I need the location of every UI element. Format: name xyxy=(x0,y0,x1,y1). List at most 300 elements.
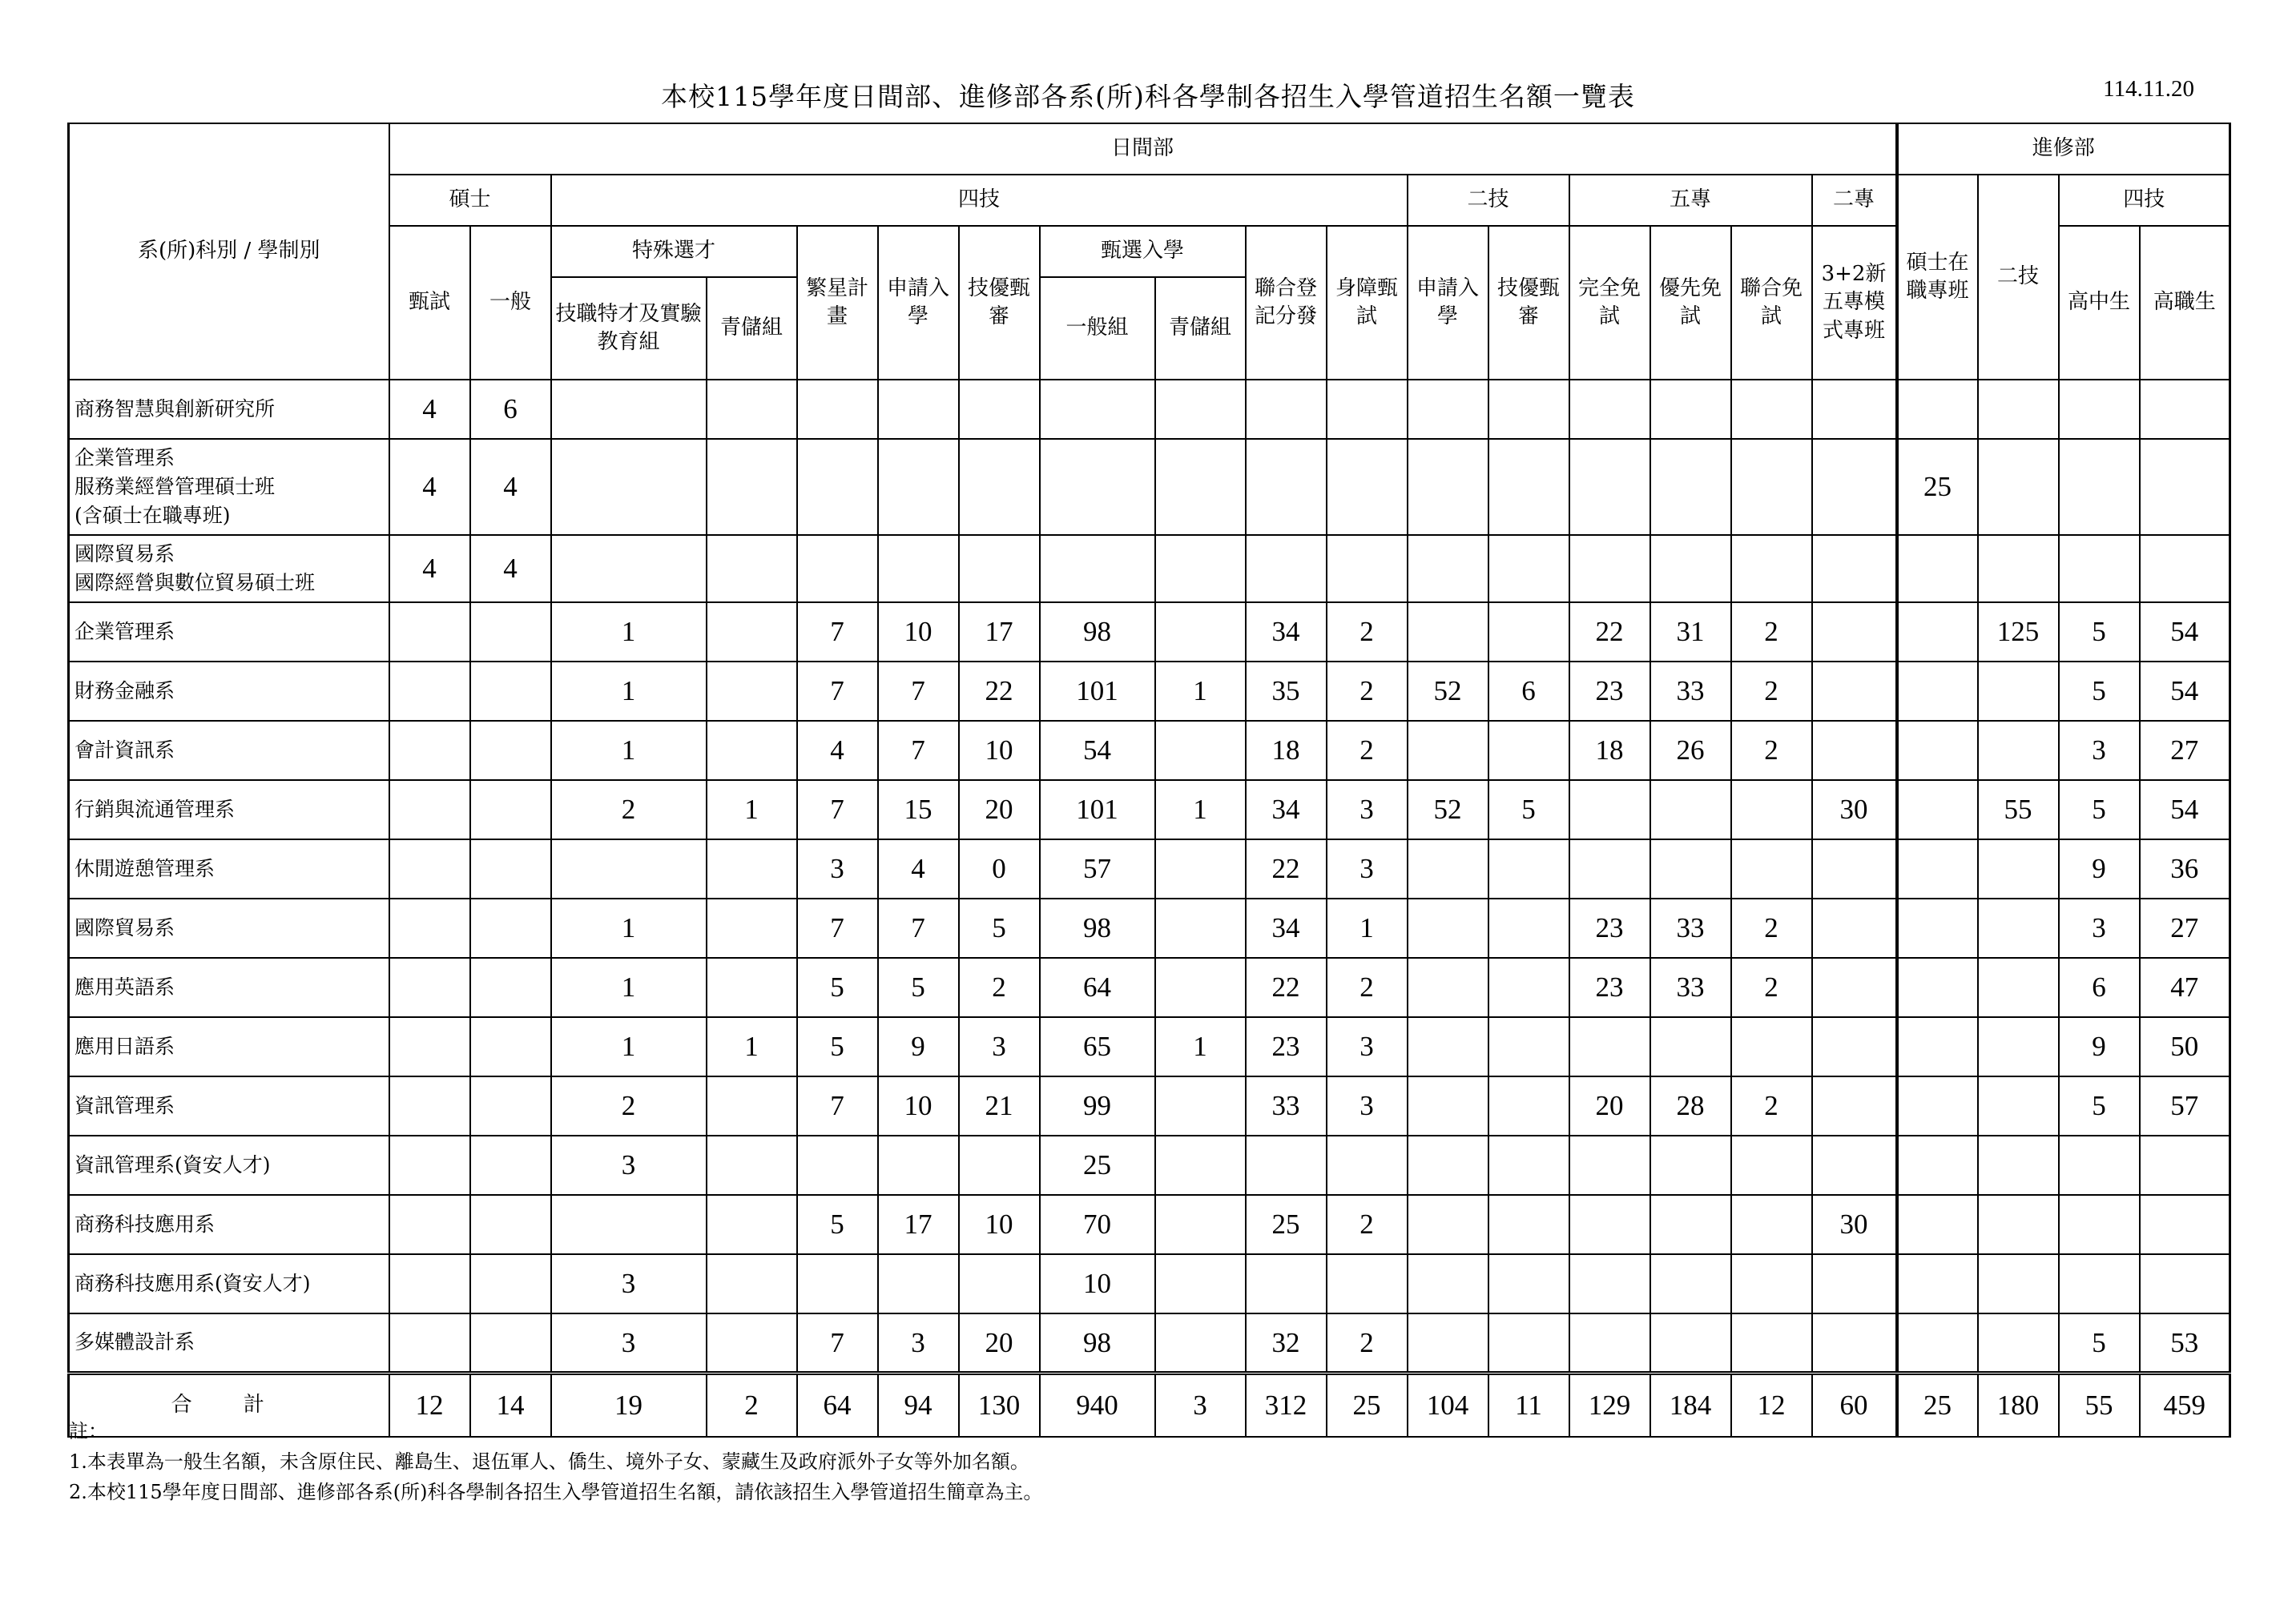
quota-cell: 4 xyxy=(797,721,878,780)
quota-cell xyxy=(1897,1076,1978,1136)
quota-cell: 98 xyxy=(1040,602,1155,662)
quota-cell xyxy=(2059,439,2140,535)
special-selection-header: 特殊選才 xyxy=(551,226,797,277)
quota-cell: 7 xyxy=(878,662,959,721)
quota-cell xyxy=(551,1195,707,1254)
quota-cell xyxy=(1408,380,1488,439)
two-tech-header: 二技 xyxy=(1408,175,1569,226)
total-cell: 312 xyxy=(1246,1373,1327,1437)
quota-cell xyxy=(1812,1136,1897,1195)
quota-cell xyxy=(1408,439,1488,535)
total-cell: 25 xyxy=(1327,1373,1408,1437)
quota-cell xyxy=(1650,439,1731,535)
quota-cell xyxy=(959,1254,1040,1313)
quota-cell xyxy=(1408,958,1488,1017)
quota-cell: 7 xyxy=(797,780,878,839)
quota-cell: 5 xyxy=(797,1195,878,1254)
department-name xyxy=(69,958,389,1017)
quota-cell: 101 xyxy=(1040,780,1155,839)
two-year-new-header: 3+2新五專模式專班 xyxy=(1812,226,1897,380)
selection-general-header: 一般組 xyxy=(1040,277,1155,380)
quota-cell: 1 xyxy=(707,1017,797,1076)
quota-cell xyxy=(1812,380,1897,439)
department-name-line: 應用英語系 xyxy=(75,975,175,999)
quota-cell: 1 xyxy=(551,899,707,958)
quota-cell: 23 xyxy=(1569,899,1650,958)
quota-cell xyxy=(2140,1195,2230,1254)
quota-cell xyxy=(707,958,797,1017)
quota-cell xyxy=(1897,899,1978,958)
quota-cell: 54 xyxy=(2140,602,2230,662)
quota-cell xyxy=(1897,1254,1978,1313)
department-name-line: 國際經營與數位貿易碩士班 xyxy=(75,571,316,594)
quota-cell xyxy=(1897,380,1978,439)
quota-cell: 57 xyxy=(2140,1076,2230,1136)
table-row xyxy=(69,662,2230,721)
quota-cell xyxy=(959,1136,1040,1195)
quota-cell xyxy=(1978,839,2059,899)
quota-cell xyxy=(1978,1017,2059,1076)
total-cell: 19 xyxy=(551,1373,707,1437)
quota-cell xyxy=(389,839,470,899)
quota-cell xyxy=(1327,535,1408,602)
quota-cell xyxy=(470,1313,551,1373)
quota-cell: 23 xyxy=(1246,1017,1327,1076)
quota-cell xyxy=(1569,535,1650,602)
quota-cell xyxy=(1897,721,1978,780)
quota-cell: 3 xyxy=(959,1017,1040,1076)
total-cell: 25 xyxy=(1897,1373,1978,1437)
quota-cell xyxy=(389,662,470,721)
selection-header: 甄選入學 xyxy=(1040,226,1246,277)
quota-cell xyxy=(878,1254,959,1313)
quota-cell: 1 xyxy=(1155,1017,1246,1076)
quota-cell: 33 xyxy=(1650,958,1731,1017)
quota-cell xyxy=(1488,1017,1569,1076)
merit-header: 技優甄審 xyxy=(959,226,1040,380)
joint-registration-header: 聯合登記分發 xyxy=(1246,226,1327,380)
quota-cell xyxy=(1897,1017,1978,1076)
quota-cell xyxy=(1812,958,1897,1017)
quota-cell xyxy=(959,535,1040,602)
quota-cell xyxy=(1155,958,1246,1017)
quota-cell xyxy=(797,1254,878,1313)
quota-cell xyxy=(1488,839,1569,899)
quota-cell xyxy=(1155,439,1246,535)
quota-cell xyxy=(1897,958,1978,1017)
quota-cell: 52 xyxy=(1408,662,1488,721)
department-name xyxy=(69,1076,389,1136)
quota-cell: 17 xyxy=(878,1195,959,1254)
quota-cell: 2 xyxy=(1327,1195,1408,1254)
department-name-line: 休閒遊憩管理系 xyxy=(75,856,216,880)
quota-cell: 9 xyxy=(878,1017,959,1076)
quota-cell xyxy=(1812,899,1897,958)
department-name xyxy=(69,535,389,602)
quota-cell xyxy=(1155,839,1246,899)
quota-cell: 1 xyxy=(707,780,797,839)
quota-cell xyxy=(1812,535,1897,602)
two-tech-merit-header: 技優甄審 xyxy=(1488,226,1569,380)
department-name xyxy=(69,1254,389,1313)
night-four-tech-header: 四技 xyxy=(2059,175,2230,226)
quota-cell: 2 xyxy=(1327,958,1408,1017)
quota-cell: 2 xyxy=(1731,721,1812,780)
quota-cell: 22 xyxy=(1569,602,1650,662)
quota-cell: 2 xyxy=(551,1076,707,1136)
quota-cell xyxy=(551,535,707,602)
quota-cell: 55 xyxy=(1978,780,2059,839)
quota-cell xyxy=(470,1195,551,1254)
total-cell: 64 xyxy=(797,1373,878,1437)
quota-cell xyxy=(551,380,707,439)
quota-cell: 2 xyxy=(1327,721,1408,780)
quota-cell xyxy=(1731,1136,1812,1195)
total-cell: 184 xyxy=(1650,1373,1731,1437)
master-exam-header: 甄試 xyxy=(389,226,470,380)
quota-cell: 47 xyxy=(2140,958,2230,1017)
quota-cell xyxy=(389,1136,470,1195)
total-cell: 180 xyxy=(1978,1373,2059,1437)
quota-cell xyxy=(1488,1195,1569,1254)
special-youth-header: 青儲組 xyxy=(707,277,797,380)
quota-cell: 34 xyxy=(1246,780,1327,839)
quota-cell xyxy=(707,439,797,535)
quota-cell: 7 xyxy=(797,662,878,721)
quota-cell xyxy=(1650,1254,1731,1313)
quota-cell xyxy=(1488,1254,1569,1313)
quota-cell xyxy=(1488,602,1569,662)
quota-cell xyxy=(2059,1136,2140,1195)
quota-cell: 5 xyxy=(797,958,878,1017)
quota-cell xyxy=(551,439,707,535)
department-name-line: 財務金融系 xyxy=(75,678,175,702)
quota-cell xyxy=(1650,380,1731,439)
quota-cell xyxy=(1978,380,2059,439)
quota-cell xyxy=(2059,535,2140,602)
table-row xyxy=(69,721,2230,780)
table-row xyxy=(69,1313,2230,1373)
quota-cell xyxy=(1327,380,1408,439)
quota-cell xyxy=(470,780,551,839)
quota-cell: 57 xyxy=(1040,839,1155,899)
quota-cell: 23 xyxy=(1569,662,1650,721)
quota-cell: 7 xyxy=(878,899,959,958)
four-tech-header: 四技 xyxy=(551,175,1408,226)
department-name-line: 企業管理系 xyxy=(75,619,175,643)
quota-cell xyxy=(1155,1313,1246,1373)
quota-cell: 28 xyxy=(1650,1076,1731,1136)
quota-cell xyxy=(2059,1254,2140,1313)
department-name xyxy=(69,1313,389,1373)
quota-cell: 98 xyxy=(1040,899,1155,958)
quota-cell: 6 xyxy=(2059,958,2140,1017)
quota-cell: 10 xyxy=(1040,1254,1155,1313)
quota-cell xyxy=(1978,958,2059,1017)
quota-cell xyxy=(1731,839,1812,899)
quota-cell xyxy=(1488,899,1569,958)
quota-cell: 9 xyxy=(2059,839,2140,899)
quota-cell xyxy=(1731,1313,1812,1373)
quota-cell: 33 xyxy=(1650,662,1731,721)
quota-cell xyxy=(1246,1254,1327,1313)
quota-cell xyxy=(878,380,959,439)
quota-cell xyxy=(1569,439,1650,535)
quota-cell xyxy=(470,839,551,899)
total-cell: 104 xyxy=(1408,1373,1488,1437)
department-name-line: 行銷與流通管理系 xyxy=(75,797,236,821)
day-division-header: 日間部 xyxy=(389,123,1897,175)
note-line: 1.本表單為一般生名額，未含原住民、離島生、退伍軍人、僑生、境外子女、蒙藏生及政府派外子女等外加名額。 xyxy=(69,1450,1029,1473)
quota-cell xyxy=(1327,439,1408,535)
quota-cell: 101 xyxy=(1040,662,1155,721)
quota-cell xyxy=(1408,1313,1488,1373)
quota-cell xyxy=(1040,380,1155,439)
quota-cell xyxy=(797,535,878,602)
quota-cell xyxy=(1488,721,1569,780)
quota-cell: 3 xyxy=(2059,899,2140,958)
quota-cell: 35 xyxy=(1246,662,1327,721)
star-plan-header: 繁星計畫 xyxy=(797,226,878,380)
quota-cell xyxy=(470,1076,551,1136)
notes xyxy=(69,1416,1042,1507)
department-name-line: (含碩士在職專班) xyxy=(75,504,231,528)
quota-cell xyxy=(1327,1254,1408,1313)
quota-cell xyxy=(1488,1313,1569,1373)
quota-cell: 1 xyxy=(551,958,707,1017)
quota-cell: 53 xyxy=(2140,1313,2230,1373)
quota-cell: 10 xyxy=(959,1195,1040,1254)
quota-cell xyxy=(1731,780,1812,839)
quota-cell: 6 xyxy=(1488,662,1569,721)
quota-cell xyxy=(1569,1313,1650,1373)
total-cell: 12 xyxy=(389,1373,470,1437)
quota-cell: 54 xyxy=(1040,721,1155,780)
quota-cell: 54 xyxy=(2140,780,2230,839)
selection-youth-header: 青儲組 xyxy=(1155,277,1246,380)
quota-cell: 98 xyxy=(1040,1313,1155,1373)
quota-cell xyxy=(1408,721,1488,780)
quota-cell: 1 xyxy=(551,602,707,662)
apply-header: 申請入學 xyxy=(878,226,959,380)
quota-table xyxy=(67,123,2231,1438)
quota-cell: 25 xyxy=(1246,1195,1327,1254)
page-title: 本校115學年度日間部、進修部各系(所)科各學制各招生入學管道招生名額一覽表 xyxy=(661,81,1635,112)
quota-cell xyxy=(1408,899,1488,958)
quota-cell: 17 xyxy=(959,602,1040,662)
quota-cell xyxy=(1155,721,1246,780)
total-cell: 129 xyxy=(1569,1373,1650,1437)
table-row xyxy=(69,439,2230,535)
quota-cell xyxy=(1040,439,1155,535)
total-cell: 940 xyxy=(1040,1373,1155,1437)
quota-cell: 2 xyxy=(1731,602,1812,662)
quota-cell xyxy=(1897,1136,1978,1195)
quota-cell xyxy=(1408,602,1488,662)
quota-cell: 33 xyxy=(1650,899,1731,958)
department-name xyxy=(69,839,389,899)
quota-cell: 7 xyxy=(797,602,878,662)
quota-cell xyxy=(1812,1313,1897,1373)
quota-cell: 23 xyxy=(1569,958,1650,1017)
quota-cell: 52 xyxy=(1408,780,1488,839)
quota-cell: 1 xyxy=(1327,899,1408,958)
quota-cell: 22 xyxy=(1246,839,1327,899)
quota-cell xyxy=(707,839,797,899)
quota-cell: 65 xyxy=(1040,1017,1155,1076)
quota-cell xyxy=(2140,1254,2230,1313)
quota-cell xyxy=(1488,535,1569,602)
quota-cell xyxy=(389,899,470,958)
department-name-line: 企業管理系 xyxy=(75,445,175,469)
quota-cell xyxy=(551,839,707,899)
quota-cell xyxy=(1812,1254,1897,1313)
quota-cell: 36 xyxy=(2140,839,2230,899)
quota-cell xyxy=(1897,535,1978,602)
quota-cell xyxy=(1978,439,2059,535)
quota-cell xyxy=(707,899,797,958)
quota-cell: 3 xyxy=(551,1254,707,1313)
quota-cell xyxy=(1897,780,1978,839)
quota-cell: 20 xyxy=(959,1313,1040,1373)
quota-cell xyxy=(1408,1017,1488,1076)
quota-cell xyxy=(1650,1195,1731,1254)
quota-cell xyxy=(389,958,470,1017)
quota-cell xyxy=(1978,721,2059,780)
quota-cell xyxy=(1246,535,1327,602)
quota-cell xyxy=(1897,839,1978,899)
quota-cell xyxy=(1155,1076,1246,1136)
quota-cell: 3 xyxy=(878,1313,959,1373)
quota-cell: 4 xyxy=(470,535,551,602)
quota-cell: 3 xyxy=(2059,721,2140,780)
quota-cell xyxy=(1812,602,1897,662)
quota-cell xyxy=(389,1195,470,1254)
quota-cell: 2 xyxy=(1327,1313,1408,1373)
quota-cell xyxy=(1155,1254,1246,1313)
quota-cell xyxy=(1569,839,1650,899)
quota-cell xyxy=(1650,1136,1731,1195)
quota-cell: 10 xyxy=(878,1076,959,1136)
quota-cell xyxy=(1040,535,1155,602)
quota-cell: 9 xyxy=(2059,1017,2140,1076)
quota-cell xyxy=(707,1136,797,1195)
night-hs-header: 高中生 xyxy=(2059,226,2140,380)
night-master-header: 碩士在職專班 xyxy=(1897,175,1978,380)
quota-cell xyxy=(1569,1254,1650,1313)
quota-cell xyxy=(1812,721,1897,780)
department-name xyxy=(69,899,389,958)
quota-cell xyxy=(1812,1017,1897,1076)
quota-cell xyxy=(1731,1195,1812,1254)
quota-cell xyxy=(1569,1017,1650,1076)
quota-cell xyxy=(389,1017,470,1076)
quota-cell xyxy=(1650,780,1731,839)
quota-cell xyxy=(1569,1136,1650,1195)
quota-cell xyxy=(1978,1254,2059,1313)
quota-cell xyxy=(389,1076,470,1136)
department-name xyxy=(69,721,389,780)
quota-cell: 5 xyxy=(2059,780,2140,839)
total-cell: 130 xyxy=(959,1373,1040,1437)
quota-cell xyxy=(1488,380,1569,439)
quota-cell: 3 xyxy=(797,839,878,899)
quota-cell xyxy=(1978,1076,2059,1136)
quota-cell xyxy=(1569,1195,1650,1254)
total-label: 合 計 xyxy=(69,1373,389,1437)
quota-cell xyxy=(707,721,797,780)
quota-cell xyxy=(1408,1195,1488,1254)
quota-cell xyxy=(1155,899,1246,958)
quota-cell xyxy=(1408,535,1488,602)
quota-cell: 2 xyxy=(1327,662,1408,721)
quota-cell xyxy=(1569,780,1650,839)
quota-cell xyxy=(707,1195,797,1254)
quota-cell: 54 xyxy=(2140,662,2230,721)
quota-cell xyxy=(2140,1136,2230,1195)
department-name-line: 商務科技應用系(資安人才) xyxy=(75,1271,311,1295)
quota-cell xyxy=(389,721,470,780)
quota-cell xyxy=(470,721,551,780)
quota-cell xyxy=(1488,439,1569,535)
quota-cell: 2 xyxy=(1731,662,1812,721)
quota-cell: 5 xyxy=(2059,602,2140,662)
quota-cell: 1 xyxy=(551,721,707,780)
quota-cell xyxy=(1246,1136,1327,1195)
quota-cell: 5 xyxy=(1488,780,1569,839)
quota-cell: 7 xyxy=(797,1076,878,1136)
two-year-header: 二專 xyxy=(1812,175,1897,226)
quota-cell: 30 xyxy=(1812,780,1897,839)
quota-cell: 125 xyxy=(1978,602,2059,662)
quota-cell: 3 xyxy=(1327,1076,1408,1136)
quota-cell: 33 xyxy=(1246,1076,1327,1136)
total-cell: 12 xyxy=(1731,1373,1812,1437)
quota-cell xyxy=(470,1017,551,1076)
quota-cell xyxy=(797,1136,878,1195)
quota-cell xyxy=(707,1254,797,1313)
note-line: 2.本校115學年度日間部、進修部各系(所)科各學制各招生入學管道招生名額，請依該招生入學管道招生簡章為主。 xyxy=(69,1481,1043,1503)
table-row xyxy=(69,1076,2230,1136)
master-header: 碩士 xyxy=(389,175,551,226)
quota-cell xyxy=(1897,1195,1978,1254)
table-row xyxy=(69,1195,2230,1254)
department-name xyxy=(69,662,389,721)
quota-cell xyxy=(1155,1136,1246,1195)
quota-cell: 50 xyxy=(2140,1017,2230,1076)
night-two-tech-header: 二技 xyxy=(1978,175,2059,380)
quota-cell xyxy=(878,439,959,535)
department-name-line: 會計資訊系 xyxy=(75,738,175,762)
quota-cell: 5 xyxy=(2059,662,2140,721)
quota-cell: 25 xyxy=(1040,1136,1155,1195)
quota-cell xyxy=(1978,899,2059,958)
quota-cell: 20 xyxy=(1569,1076,1650,1136)
quota-cell xyxy=(1731,380,1812,439)
quota-cell xyxy=(1408,1076,1488,1136)
quota-cell xyxy=(1731,535,1812,602)
quota-cell: 4 xyxy=(470,439,551,535)
quota-cell xyxy=(1408,1136,1488,1195)
quota-cell: 2 xyxy=(1731,899,1812,958)
total-cell: 11 xyxy=(1488,1373,1569,1437)
quota-cell xyxy=(470,1136,551,1195)
quota-cell xyxy=(470,602,551,662)
quota-cell: 2 xyxy=(1327,602,1408,662)
quota-cell xyxy=(2059,380,2140,439)
quota-cell xyxy=(707,380,797,439)
quota-cell: 5 xyxy=(878,958,959,1017)
